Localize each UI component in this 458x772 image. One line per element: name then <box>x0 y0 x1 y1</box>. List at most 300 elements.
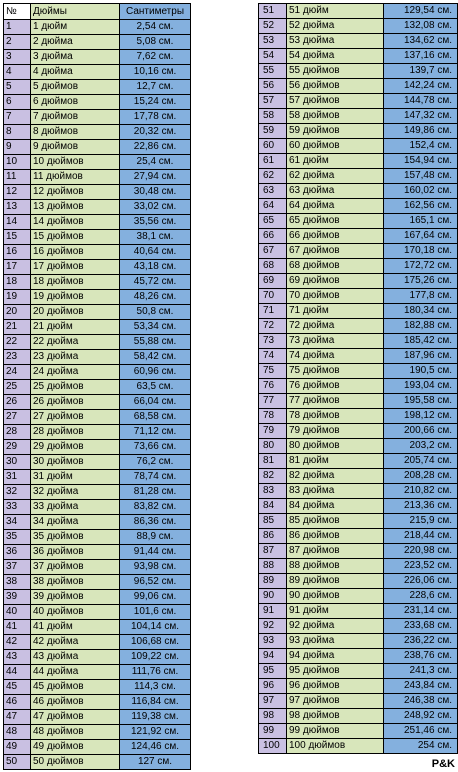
row-number: 94 <box>259 649 287 664</box>
row-centimeters: 55,88 см. <box>120 335 191 350</box>
row-inches: 61 дюйм <box>287 154 384 169</box>
row-centimeters: 33,02 см. <box>120 200 191 215</box>
row-centimeters: 96,52 см. <box>120 575 191 590</box>
row-number: 78 <box>259 409 287 424</box>
table-row <box>4 650 191 665</box>
row-centimeters: 5,08 см. <box>120 35 191 50</box>
table-row <box>4 755 191 770</box>
row-inches: 98 дюймов <box>287 709 384 724</box>
row-number: 76 <box>259 379 287 394</box>
row-number: 10 <box>4 155 31 170</box>
row-number: 57 <box>259 94 287 109</box>
row-inches: 13 дюймов <box>31 200 120 215</box>
row-number: 37 <box>4 560 31 575</box>
row-number: 73 <box>259 334 287 349</box>
table-row <box>259 424 458 439</box>
table-row <box>259 244 458 259</box>
row-centimeters: 93,98 см. <box>120 560 191 575</box>
table-row <box>259 454 458 469</box>
table-row <box>4 245 191 260</box>
row-inches: 30 дюймов <box>31 455 120 470</box>
row-centimeters: 121,92 см. <box>120 725 191 740</box>
row-centimeters: 45,72 см. <box>120 275 191 290</box>
row-centimeters: 22,86 см. <box>120 140 191 155</box>
row-inches: 38 дюймов <box>31 575 120 590</box>
table-row <box>4 185 191 200</box>
row-centimeters: 144,78 см. <box>384 94 458 109</box>
table-row <box>259 124 458 139</box>
row-centimeters: 246,38 см. <box>384 694 458 709</box>
row-inches: 39 дюймов <box>31 590 120 605</box>
row-number: 18 <box>4 275 31 290</box>
row-centimeters: 172,72 см. <box>384 259 458 274</box>
table-row <box>4 725 191 740</box>
row-number: 11 <box>4 170 31 185</box>
row-inches: 4 дюйма <box>31 65 120 80</box>
table-row <box>4 665 191 680</box>
row-centimeters: 99,06 см. <box>120 590 191 605</box>
row-number: 17 <box>4 260 31 275</box>
row-number: 80 <box>259 439 287 454</box>
table-row <box>4 680 191 695</box>
row-inches: 10 дюймов <box>31 155 120 170</box>
row-centimeters: 38,1 см. <box>120 230 191 245</box>
row-inches: 24 дюйма <box>31 365 120 380</box>
table-row <box>4 140 191 155</box>
table-row <box>259 139 458 154</box>
row-inches: 59 дюймов <box>287 124 384 139</box>
table-row <box>4 695 191 710</box>
row-number: 49 <box>4 740 31 755</box>
row-centimeters: 68,58 см. <box>120 410 191 425</box>
row-centimeters: 127 см. <box>120 755 191 770</box>
row-number: 60 <box>259 139 287 154</box>
row-number: 61 <box>259 154 287 169</box>
table-row <box>4 215 191 230</box>
row-inches: 47 дюймов <box>31 710 120 725</box>
row-number: 20 <box>4 305 31 320</box>
table-row <box>259 64 458 79</box>
row-centimeters: 35,56 см. <box>120 215 191 230</box>
table-row <box>259 49 458 64</box>
row-inches: 32 дюйма <box>31 485 120 500</box>
row-inches: 2 дюйма <box>31 35 120 50</box>
row-centimeters: 12,7 см. <box>120 80 191 95</box>
table-row <box>259 4 458 19</box>
row-number: 33 <box>4 500 31 515</box>
table-row <box>259 154 458 169</box>
row-inches: 5 дюймов <box>31 80 120 95</box>
row-inches: 83 дюйма <box>287 484 384 499</box>
row-inches: 74 дюйма <box>287 349 384 364</box>
row-number: 87 <box>259 544 287 559</box>
row-centimeters: 111,76 см. <box>120 665 191 680</box>
table-row <box>259 229 458 244</box>
row-inches: 22 дюйма <box>31 335 120 350</box>
row-inches: 33 дюйма <box>31 500 120 515</box>
row-inches: 20 дюймов <box>31 305 120 320</box>
row-inches: 66 дюймов <box>287 229 384 244</box>
row-inches: 75 дюймов <box>287 364 384 379</box>
table-row <box>259 739 458 754</box>
row-inches: 45 дюймов <box>31 680 120 695</box>
table-row <box>4 620 191 635</box>
row-number: 30 <box>4 455 31 470</box>
row-number: 3 <box>4 50 31 65</box>
table-row <box>259 709 458 724</box>
row-centimeters: 134,62 см. <box>384 34 458 49</box>
table-row <box>4 260 191 275</box>
row-centimeters: 139,7 см. <box>384 64 458 79</box>
row-inches: 49 дюймов <box>31 740 120 755</box>
row-centimeters: 149,86 см. <box>384 124 458 139</box>
table-row <box>4 575 191 590</box>
row-number: 68 <box>259 259 287 274</box>
table-row <box>4 440 191 455</box>
row-number: 70 <box>259 289 287 304</box>
row-centimeters: 137,16 см. <box>384 49 458 64</box>
row-number: 6 <box>4 95 31 110</box>
row-inches: 94 дюйма <box>287 649 384 664</box>
row-number: 34 <box>4 515 31 530</box>
row-number: 19 <box>4 290 31 305</box>
row-number: 24 <box>4 365 31 380</box>
row-centimeters: 210,82 см. <box>384 484 458 499</box>
table-row <box>259 589 458 604</box>
table-row <box>4 65 191 80</box>
header-centimeters: Сантиметры <box>120 4 191 20</box>
row-number: 86 <box>259 529 287 544</box>
row-inches: 16 дюймов <box>31 245 120 260</box>
row-inches: 63 дюйма <box>287 184 384 199</box>
table-row <box>259 529 458 544</box>
row-centimeters: 241,3 см. <box>384 664 458 679</box>
row-inches: 70 дюймов <box>287 289 384 304</box>
row-centimeters: 190,5 см. <box>384 364 458 379</box>
row-centimeters: 129,54 см. <box>384 4 458 19</box>
row-centimeters: 81,28 см. <box>120 485 191 500</box>
row-centimeters: 205,74 см. <box>384 454 458 469</box>
row-inches: 37 дюймов <box>31 560 120 575</box>
row-inches: 85 дюймов <box>287 514 384 529</box>
row-number: 92 <box>259 619 287 634</box>
row-number: 2 <box>4 35 31 50</box>
row-inches: 34 дюйма <box>31 515 120 530</box>
row-inches: 76 дюймов <box>287 379 384 394</box>
header-inches: Дюймы <box>31 4 120 20</box>
row-number: 15 <box>4 230 31 245</box>
row-inches: 9 дюймов <box>31 140 120 155</box>
table-row <box>259 289 458 304</box>
row-centimeters: 71,12 см. <box>120 425 191 440</box>
row-inches: 51 дюйм <box>287 4 384 19</box>
row-inches: 15 дюймов <box>31 230 120 245</box>
row-centimeters: 175,26 см. <box>384 274 458 289</box>
row-centimeters: 177,8 см. <box>384 289 458 304</box>
table-row <box>259 19 458 34</box>
table-row <box>259 319 458 334</box>
row-inches: 27 дюймов <box>31 410 120 425</box>
row-centimeters: 182,88 см. <box>384 319 458 334</box>
table-row <box>4 395 191 410</box>
table-row <box>4 590 191 605</box>
row-centimeters: 73,66 см. <box>120 440 191 455</box>
row-inches: 21 дюйм <box>31 320 120 335</box>
row-inches: 96 дюймов <box>287 679 384 694</box>
table-row <box>4 95 191 110</box>
row-inches: 84 дюйма <box>287 499 384 514</box>
row-number: 41 <box>4 620 31 635</box>
table-row <box>259 409 458 424</box>
row-centimeters: 160,02 см. <box>384 184 458 199</box>
row-centimeters: 152,4 см. <box>384 139 458 154</box>
row-number: 14 <box>4 215 31 230</box>
row-centimeters: 132,08 см. <box>384 19 458 34</box>
table-row <box>259 724 458 739</box>
table-row <box>259 574 458 589</box>
table-row <box>259 514 458 529</box>
row-number: 26 <box>4 395 31 410</box>
row-centimeters: 7,62 см. <box>120 50 191 65</box>
table-row <box>259 484 458 499</box>
row-centimeters: 53,34 см. <box>120 320 191 335</box>
row-inches: 28 дюймов <box>31 425 120 440</box>
row-inches: 8 дюймов <box>31 125 120 140</box>
row-centimeters: 215,9 см. <box>384 514 458 529</box>
row-inches: 72 дюйма <box>287 319 384 334</box>
table-row <box>259 694 458 709</box>
row-number: 98 <box>259 709 287 724</box>
row-centimeters: 180,34 см. <box>384 304 458 319</box>
table-row <box>259 619 458 634</box>
row-number: 64 <box>259 199 287 214</box>
row-inches: 99 дюймов <box>287 724 384 739</box>
row-number: 62 <box>259 169 287 184</box>
row-inches: 64 дюйма <box>287 199 384 214</box>
row-centimeters: 233,68 см. <box>384 619 458 634</box>
row-number: 25 <box>4 380 31 395</box>
table-row <box>4 380 191 395</box>
row-number: 91 <box>259 604 287 619</box>
row-inches: 42 дюйма <box>31 635 120 650</box>
row-inches: 7 дюймов <box>31 110 120 125</box>
table-row <box>4 425 191 440</box>
row-centimeters: 187,96 см. <box>384 349 458 364</box>
row-centimeters: 167,64 см. <box>384 229 458 244</box>
row-centimeters: 185,42 см. <box>384 334 458 349</box>
table-row <box>259 544 458 559</box>
row-inches: 40 дюймов <box>31 605 120 620</box>
row-inches: 35 дюймов <box>31 530 120 545</box>
table-row <box>259 274 458 289</box>
table-row <box>4 545 191 560</box>
row-inches: 14 дюймов <box>31 215 120 230</box>
row-inches: 73 дюйма <box>287 334 384 349</box>
table-row <box>4 290 191 305</box>
row-centimeters: 218,44 см. <box>384 529 458 544</box>
row-inches: 91 дюйм <box>287 604 384 619</box>
table-row <box>259 664 458 679</box>
row-inches: 68 дюймов <box>287 259 384 274</box>
row-centimeters: 162,56 см. <box>384 199 458 214</box>
row-centimeters: 198,12 см. <box>384 409 458 424</box>
row-inches: 12 дюймов <box>31 185 120 200</box>
row-number: 88 <box>259 559 287 574</box>
table-row <box>259 379 458 394</box>
table-row <box>4 560 191 575</box>
row-centimeters: 106,68 см. <box>120 635 191 650</box>
row-inches: 71 дюйм <box>287 304 384 319</box>
row-number: 31 <box>4 470 31 485</box>
table-row <box>259 604 458 619</box>
row-inches: 92 дюйма <box>287 619 384 634</box>
row-centimeters: 231,14 см. <box>384 604 458 619</box>
row-inches: 54 дюйма <box>287 49 384 64</box>
row-number: 83 <box>259 484 287 499</box>
left-table-body <box>4 20 191 770</box>
row-centimeters: 83,82 см. <box>120 500 191 515</box>
row-centimeters: 208,28 см. <box>384 469 458 484</box>
row-centimeters: 101,6 см. <box>120 605 191 620</box>
row-number: 75 <box>259 364 287 379</box>
row-number: 36 <box>4 545 31 560</box>
row-centimeters: 109,22 см. <box>120 650 191 665</box>
table-row <box>259 214 458 229</box>
table-row <box>4 230 191 245</box>
row-number: 43 <box>4 650 31 665</box>
row-number: 97 <box>259 694 287 709</box>
row-inches: 77 дюймов <box>287 394 384 409</box>
row-number: 63 <box>259 184 287 199</box>
table-row <box>4 350 191 365</box>
row-inches: 56 дюймов <box>287 79 384 94</box>
row-number: 74 <box>259 349 287 364</box>
row-centimeters: 58,42 см. <box>120 350 191 365</box>
table-row <box>259 559 458 574</box>
row-inches: 57 дюймов <box>287 94 384 109</box>
row-centimeters: 76,2 см. <box>120 455 191 470</box>
row-number: 65 <box>259 214 287 229</box>
row-number: 84 <box>259 499 287 514</box>
row-inches: 17 дюймов <box>31 260 120 275</box>
row-centimeters: 2,54 см. <box>120 20 191 35</box>
row-inches: 87 дюймов <box>287 544 384 559</box>
row-number: 39 <box>4 590 31 605</box>
row-number: 35 <box>4 530 31 545</box>
row-number: 7 <box>4 110 31 125</box>
table-row <box>4 455 191 470</box>
table-row <box>259 439 458 454</box>
row-inches: 58 дюймов <box>287 109 384 124</box>
row-number: 72 <box>259 319 287 334</box>
row-centimeters: 116,84 см. <box>120 695 191 710</box>
table-row <box>259 34 458 49</box>
table-row <box>259 199 458 214</box>
row-inches: 41 дюйм <box>31 620 120 635</box>
row-centimeters: 119,38 см. <box>120 710 191 725</box>
row-centimeters: 40,64 см. <box>120 245 191 260</box>
row-number: 22 <box>4 335 31 350</box>
row-inches: 67 дюймов <box>287 244 384 259</box>
row-centimeters: 251,46 см. <box>384 724 458 739</box>
row-centimeters: 226,06 см. <box>384 574 458 589</box>
row-number: 56 <box>259 79 287 94</box>
row-number: 32 <box>4 485 31 500</box>
row-number: 28 <box>4 425 31 440</box>
table-row <box>4 110 191 125</box>
row-inches: 36 дюймов <box>31 545 120 560</box>
row-number: 77 <box>259 394 287 409</box>
row-number: 4 <box>4 65 31 80</box>
row-number: 71 <box>259 304 287 319</box>
row-number: 90 <box>259 589 287 604</box>
table-row <box>4 80 191 95</box>
table-row <box>259 649 458 664</box>
row-centimeters: 142,24 см. <box>384 79 458 94</box>
row-inches: 48 дюймов <box>31 725 120 740</box>
row-inches: 65 дюймов <box>287 214 384 229</box>
row-centimeters: 27,94 см. <box>120 170 191 185</box>
row-number: 85 <box>259 514 287 529</box>
table-row <box>259 394 458 409</box>
table-row <box>4 500 191 515</box>
table-row <box>4 170 191 185</box>
right-conversion-table <box>258 3 458 754</box>
row-inches: 46 дюймов <box>31 695 120 710</box>
row-inches: 78 дюймов <box>287 409 384 424</box>
row-inches: 26 дюймов <box>31 395 120 410</box>
row-number: 53 <box>259 34 287 49</box>
row-number: 99 <box>259 724 287 739</box>
table-row <box>4 50 191 65</box>
table-row <box>4 320 191 335</box>
row-number: 48 <box>4 725 31 740</box>
row-inches: 50 дюймов <box>31 755 120 770</box>
row-inches: 60 дюймов <box>287 139 384 154</box>
row-centimeters: 238,76 см. <box>384 649 458 664</box>
table-row <box>259 679 458 694</box>
row-number: 44 <box>4 665 31 680</box>
row-centimeters: 50,8 см. <box>120 305 191 320</box>
row-centimeters: 228,6 см. <box>384 589 458 604</box>
row-inches: 25 дюймов <box>31 380 120 395</box>
row-inches: 18 дюймов <box>31 275 120 290</box>
row-inches: 44 дюйма <box>31 665 120 680</box>
row-number: 58 <box>259 109 287 124</box>
row-centimeters: 195,58 см. <box>384 394 458 409</box>
row-inches: 80 дюймов <box>287 439 384 454</box>
row-number: 54 <box>259 49 287 64</box>
row-inches: 1 дюйм <box>31 20 120 35</box>
row-number: 52 <box>259 19 287 34</box>
table-row <box>259 304 458 319</box>
row-centimeters: 86,36 см. <box>120 515 191 530</box>
row-number: 8 <box>4 125 31 140</box>
table-row <box>4 305 191 320</box>
row-number: 5 <box>4 80 31 95</box>
row-inches: 62 дюйма <box>287 169 384 184</box>
row-inches: 89 дюймов <box>287 574 384 589</box>
row-number: 13 <box>4 200 31 215</box>
row-inches: 43 дюйма <box>31 650 120 665</box>
row-centimeters: 114,3 см. <box>120 680 191 695</box>
row-centimeters: 243,84 см. <box>384 679 458 694</box>
table-row <box>4 200 191 215</box>
row-centimeters: 25,4 см. <box>120 155 191 170</box>
table-row <box>4 275 191 290</box>
table-row <box>259 469 458 484</box>
row-centimeters: 17,78 см. <box>120 110 191 125</box>
